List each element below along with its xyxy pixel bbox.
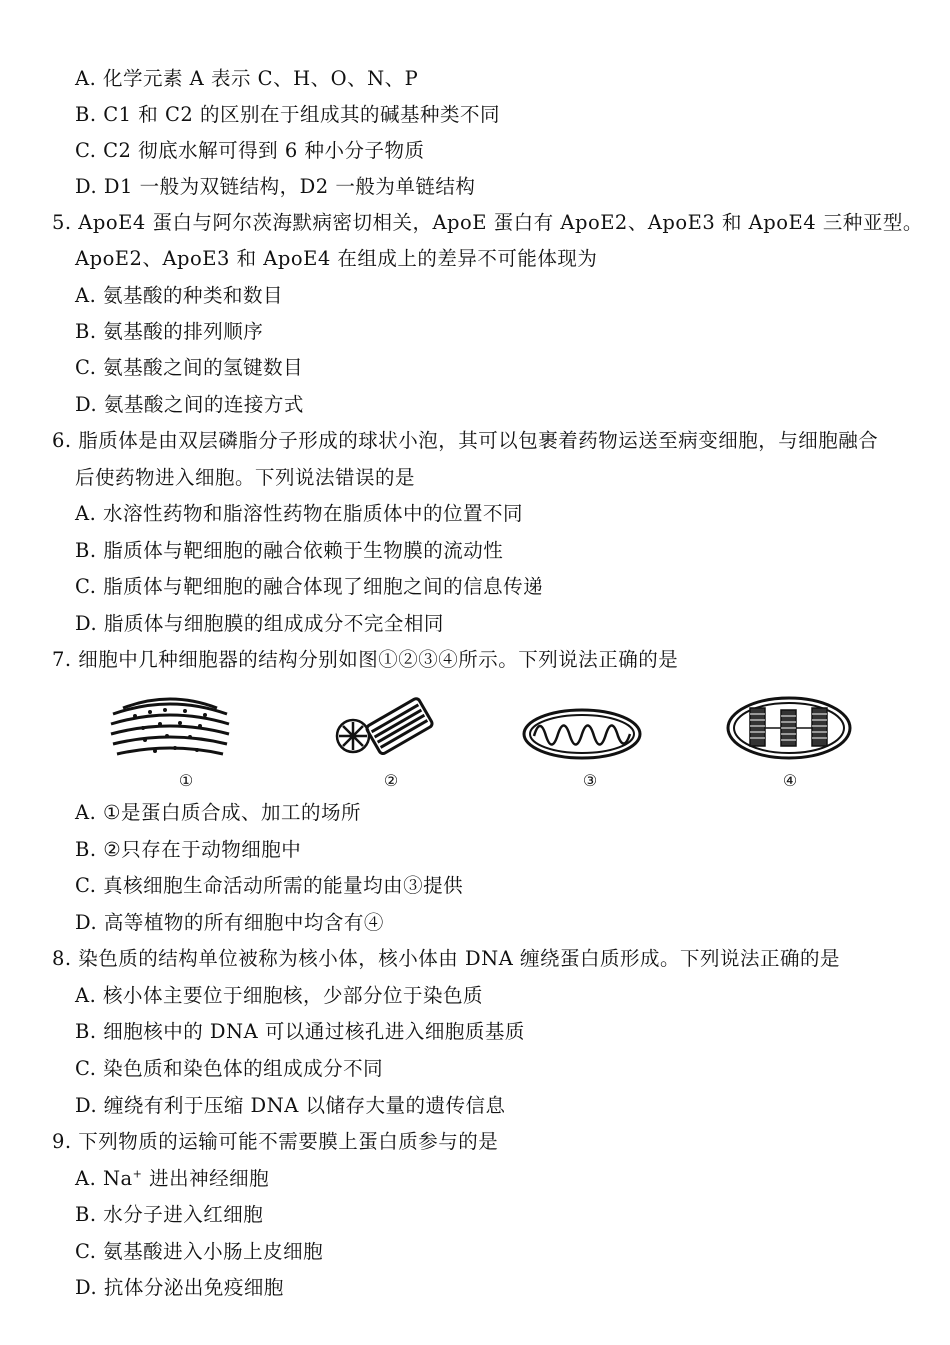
- q5-option-b: B. 氨基酸的排列顺序: [75, 320, 264, 343]
- q5-stem-line1: 5. ApoE4 蛋白与阿尔茨海默病密切相关，ApoE 蛋白有 ApoE2、ApoE3 和 ApoE4 三种亚型。: [52, 211, 923, 234]
- organelle-figures: [0, 692, 950, 802]
- q8-option-b: B. 细胞核中的 DNA 可以通过核孔进入细胞质基质: [75, 1020, 525, 1043]
- q6-option-a: A. 水溶性药物和脂溶性药物在脂质体中的位置不同: [75, 502, 523, 525]
- q7-option-b: B. ②只存在于动物细胞中: [75, 838, 302, 861]
- q6-stem-line2: 后使药物进入细胞。下列说法错误的是: [75, 466, 416, 489]
- q9-option-a-sup: +: [132, 1167, 143, 1181]
- figure-3-mitochondrion: [520, 706, 645, 761]
- figure-label-3: ③: [582, 771, 598, 790]
- q5-option-a: A. 氨基酸的种类和数目: [75, 284, 283, 307]
- q4-option-d: D. D1 一般为双链结构，D2 一般为单链结构: [75, 175, 476, 198]
- q6-stem-line1: 6. 脂质体是由双层磷脂分子形成的球状小泡，其可以包裹着药物运送至病变细胞，与细胞融合: [52, 429, 879, 452]
- q9-option-d: D. 抗体分泌出免疫细胞: [75, 1276, 284, 1299]
- q9-option-a: [75, 1166, 269, 1192]
- q6-option-b: B. 脂质体与靶细胞的融合依赖于生物膜的流动性: [75, 539, 504, 562]
- figure-label-4: ④: [782, 771, 798, 790]
- q9-option-a-prefix: A. Na: [75, 1167, 133, 1190]
- q6-option-d: D. 脂质体与细胞膜的组成成分不完全相同: [75, 612, 444, 635]
- q4-option-a: A. 化学元素 A 表示 C、H、O、N、P: [75, 67, 419, 90]
- figure-1-endoplasmic-reticulum: [105, 694, 235, 764]
- q9-option-c: C. 氨基酸进入小肠上皮细胞: [75, 1240, 324, 1263]
- q7-stem: 7. 细胞中几种细胞器的结构分别如图①②③④所示。下列说法正确的是: [52, 648, 679, 671]
- figure-label-2: ②: [383, 771, 399, 790]
- q8-option-c: C. 染色质和染色体的组成成分不同: [75, 1057, 384, 1080]
- q7-option-a: A. ①是蛋白质合成、加工的场所: [75, 801, 361, 824]
- q9-stem: 9. 下列物质的运输可能不需要膜上蛋白质参与的是: [52, 1130, 499, 1153]
- q9-option-a-suffix: 进出神经细胞: [142, 1167, 270, 1190]
- figure-4-chloroplast: [724, 694, 854, 762]
- figure-label-1: ①: [178, 771, 194, 790]
- q7-option-c: C. 真核细胞生命活动所需的能量均由③提供: [75, 874, 464, 897]
- q5-stem-line2: ApoE2、ApoE3 和 ApoE4 在组成上的差异不可能体现为: [75, 247, 598, 270]
- figure-2-centrosome: [325, 692, 440, 762]
- q5-option-d: D. 氨基酸之间的连接方式: [75, 393, 304, 416]
- q8-stem: 8. 染色质的结构单位被称为核小体，核小体由 DNA 缠绕蛋白质形成。下列说法正确的是: [52, 947, 840, 970]
- q9-option-b: B. 水分子进入红细胞: [75, 1203, 264, 1226]
- q6-option-c: C. 脂质体与靶细胞的融合体现了细胞之间的信息传递: [75, 575, 544, 598]
- q8-option-d: D. 缠绕有利于压缩 DNA 以储存大量的遗传信息: [75, 1094, 506, 1117]
- q8-option-a: A. 核小体主要位于细胞核，少部分位于染色质: [75, 984, 483, 1007]
- q4-option-b: B. C1 和 C2 的区别在于组成其的碱基种类不同: [75, 103, 500, 126]
- q7-option-d: D. 高等植物的所有细胞中均含有④: [75, 911, 384, 934]
- q4-option-c: C. C2 彻底水解可得到 6 种小分子物质: [75, 139, 425, 162]
- q5-option-c: C. 氨基酸之间的氢键数目: [75, 356, 304, 379]
